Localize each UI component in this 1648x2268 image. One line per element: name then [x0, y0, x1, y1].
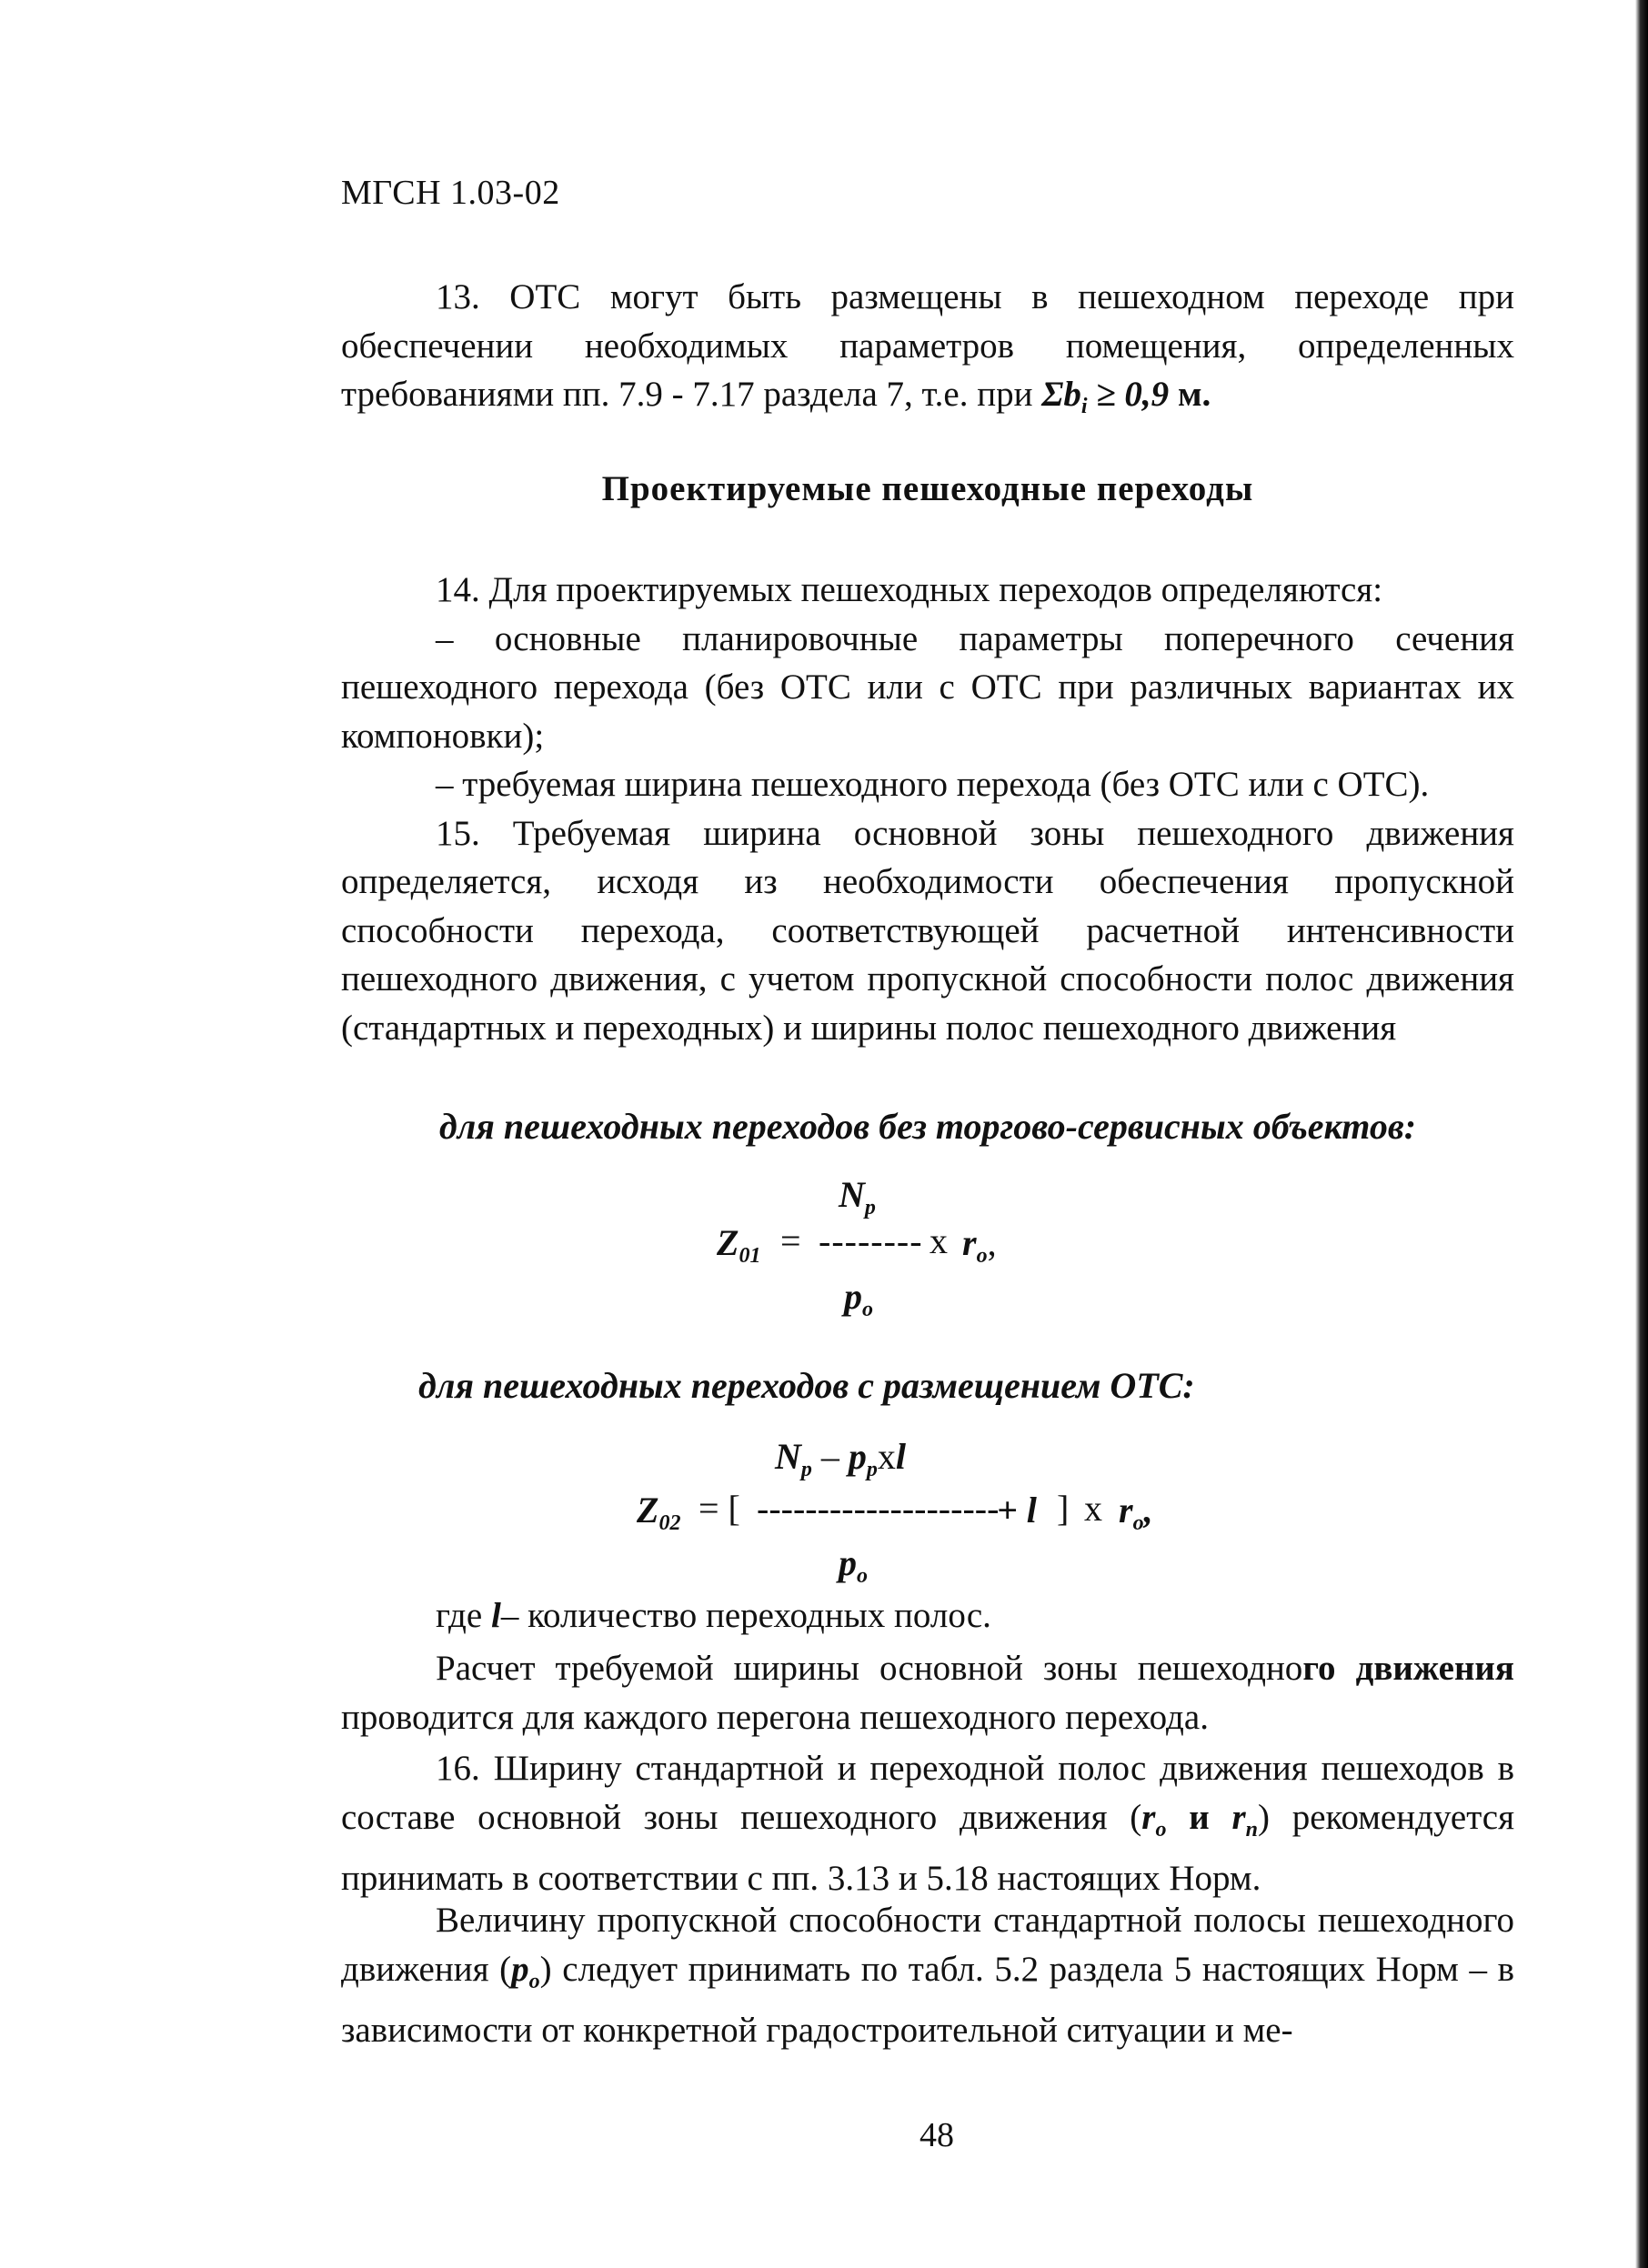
formula-2-fraction-bar: --------------------	[757, 1488, 1000, 1529]
formula-1-denominator: $p_o$	[844, 1276, 873, 1321]
paragraph-14-item-2: – требуемая ширина пешеходного перехода (без ОТС или с ОТС).	[436, 765, 1430, 804]
formula-2-times: x	[1084, 1488, 1102, 1529]
formula-1-numerator: $N_p$	[839, 1174, 876, 1219]
symbol-l: l	[490, 1596, 501, 1635]
formula-2-caption: для пешеходных переходов с размещением ОТС:	[418, 1365, 1195, 1406]
formula-1-equals: =	[780, 1220, 801, 1261]
formula-1-lhs: $Z_{01}$	[717, 1222, 761, 1268]
formula-2-lhs: $Z_{02}$	[637, 1490, 681, 1535]
paragraph-13-text: ОТС могут быть размещены в пешеходном переходе при обеспечении необходимых параметров помещения, определенных требованиями пп. 7.9 - 7.17 раздела 7, т.е. при	[341, 277, 1515, 414]
paragraph-14-number: 14.	[436, 570, 480, 609]
formula-2-numerator: $N_p - p_pxl$	[775, 1436, 907, 1481]
paragraph-13	[341, 273, 1514, 432]
paragraph-14-intro: Для проектируемых пешеходных переходов определяются:	[488, 570, 1383, 609]
formula-1-caption: для пешеходных переходов без торгово-сервисных объектов:	[438, 1106, 1417, 1147]
paragraph-16-number: 16.	[436, 1749, 480, 1788]
formula-2-equals: = [	[698, 1488, 740, 1529]
paragraph-16: 16. Ширину стандартной и переходной полос движения пешеходов в составе основной зоны пешеходного движения ($r_o$ и $r_п$) рекомендуется принимать в соответствии с пп. 3.13 и 5.18 настоящих Норм.	[341, 1749, 1515, 1898]
scan-edge	[1635, 0, 1648, 2268]
unit-meters: м.	[1177, 375, 1211, 414]
paragraph-capacity: Величину пропускной способности стандартной полосы пешеходного движения $(p_o)$ следует принимать по табл. 5.2 раздела 5 настоящих Норм – в зависимости от конкретной градостроительной ситуации и ме-	[341, 1901, 1514, 2050]
formula-sum-b: $\Sigma b_i \ge 0,9$	[1041, 375, 1170, 418]
paragraph-calc: Расчет требуемой ширины основной зоны пешеходного движения проводится для каждого перегона пешеходного перехода.	[341, 1649, 1514, 1737]
paragraph-13-number: 13.	[436, 277, 480, 316]
formula-2-denominator: $p_o$	[839, 1542, 868, 1588]
document-code: МГСН 1.03-02	[341, 174, 560, 212]
formula-2-r: $r_o$,	[1119, 1490, 1153, 1535]
formula-2-plus-l: + l	[997, 1490, 1037, 1530]
paragraph-14	[341, 566, 1514, 1052]
page-number: 48	[919, 2116, 954, 2154]
paragraph-15-number: 15.	[436, 813, 480, 853]
formula-1-times: x	[930, 1220, 948, 1261]
formula-2-close-bracket: ]	[1057, 1488, 1070, 1529]
formula-1-fraction-bar: --------	[819, 1220, 923, 1261]
formula-2-legend: где l– количество переходных полос.	[436, 1596, 991, 1635]
paragraph-14-item-1: – основные планировочные параметры поперечного сечения пешеходного перехода (без ОТС или с ОТС при различных вариантах их компоновки);	[341, 618, 1514, 756]
formula-1-r: $r_o$,	[962, 1222, 997, 1268]
section-heading: Проектируемые пешеходные переходы	[601, 469, 1254, 508]
paragraph-15-text: Требуемая ширина основной зоны пешеходного движения определяется, исходя из необходимости обеспечения пропускной способности перехода, соответствующей расчетной интенсивности пешеходного движения, с учетом пропускной способности полос движения (стандартных и переходных) и ширины полос пешеходного движения	[341, 813, 1514, 1048]
